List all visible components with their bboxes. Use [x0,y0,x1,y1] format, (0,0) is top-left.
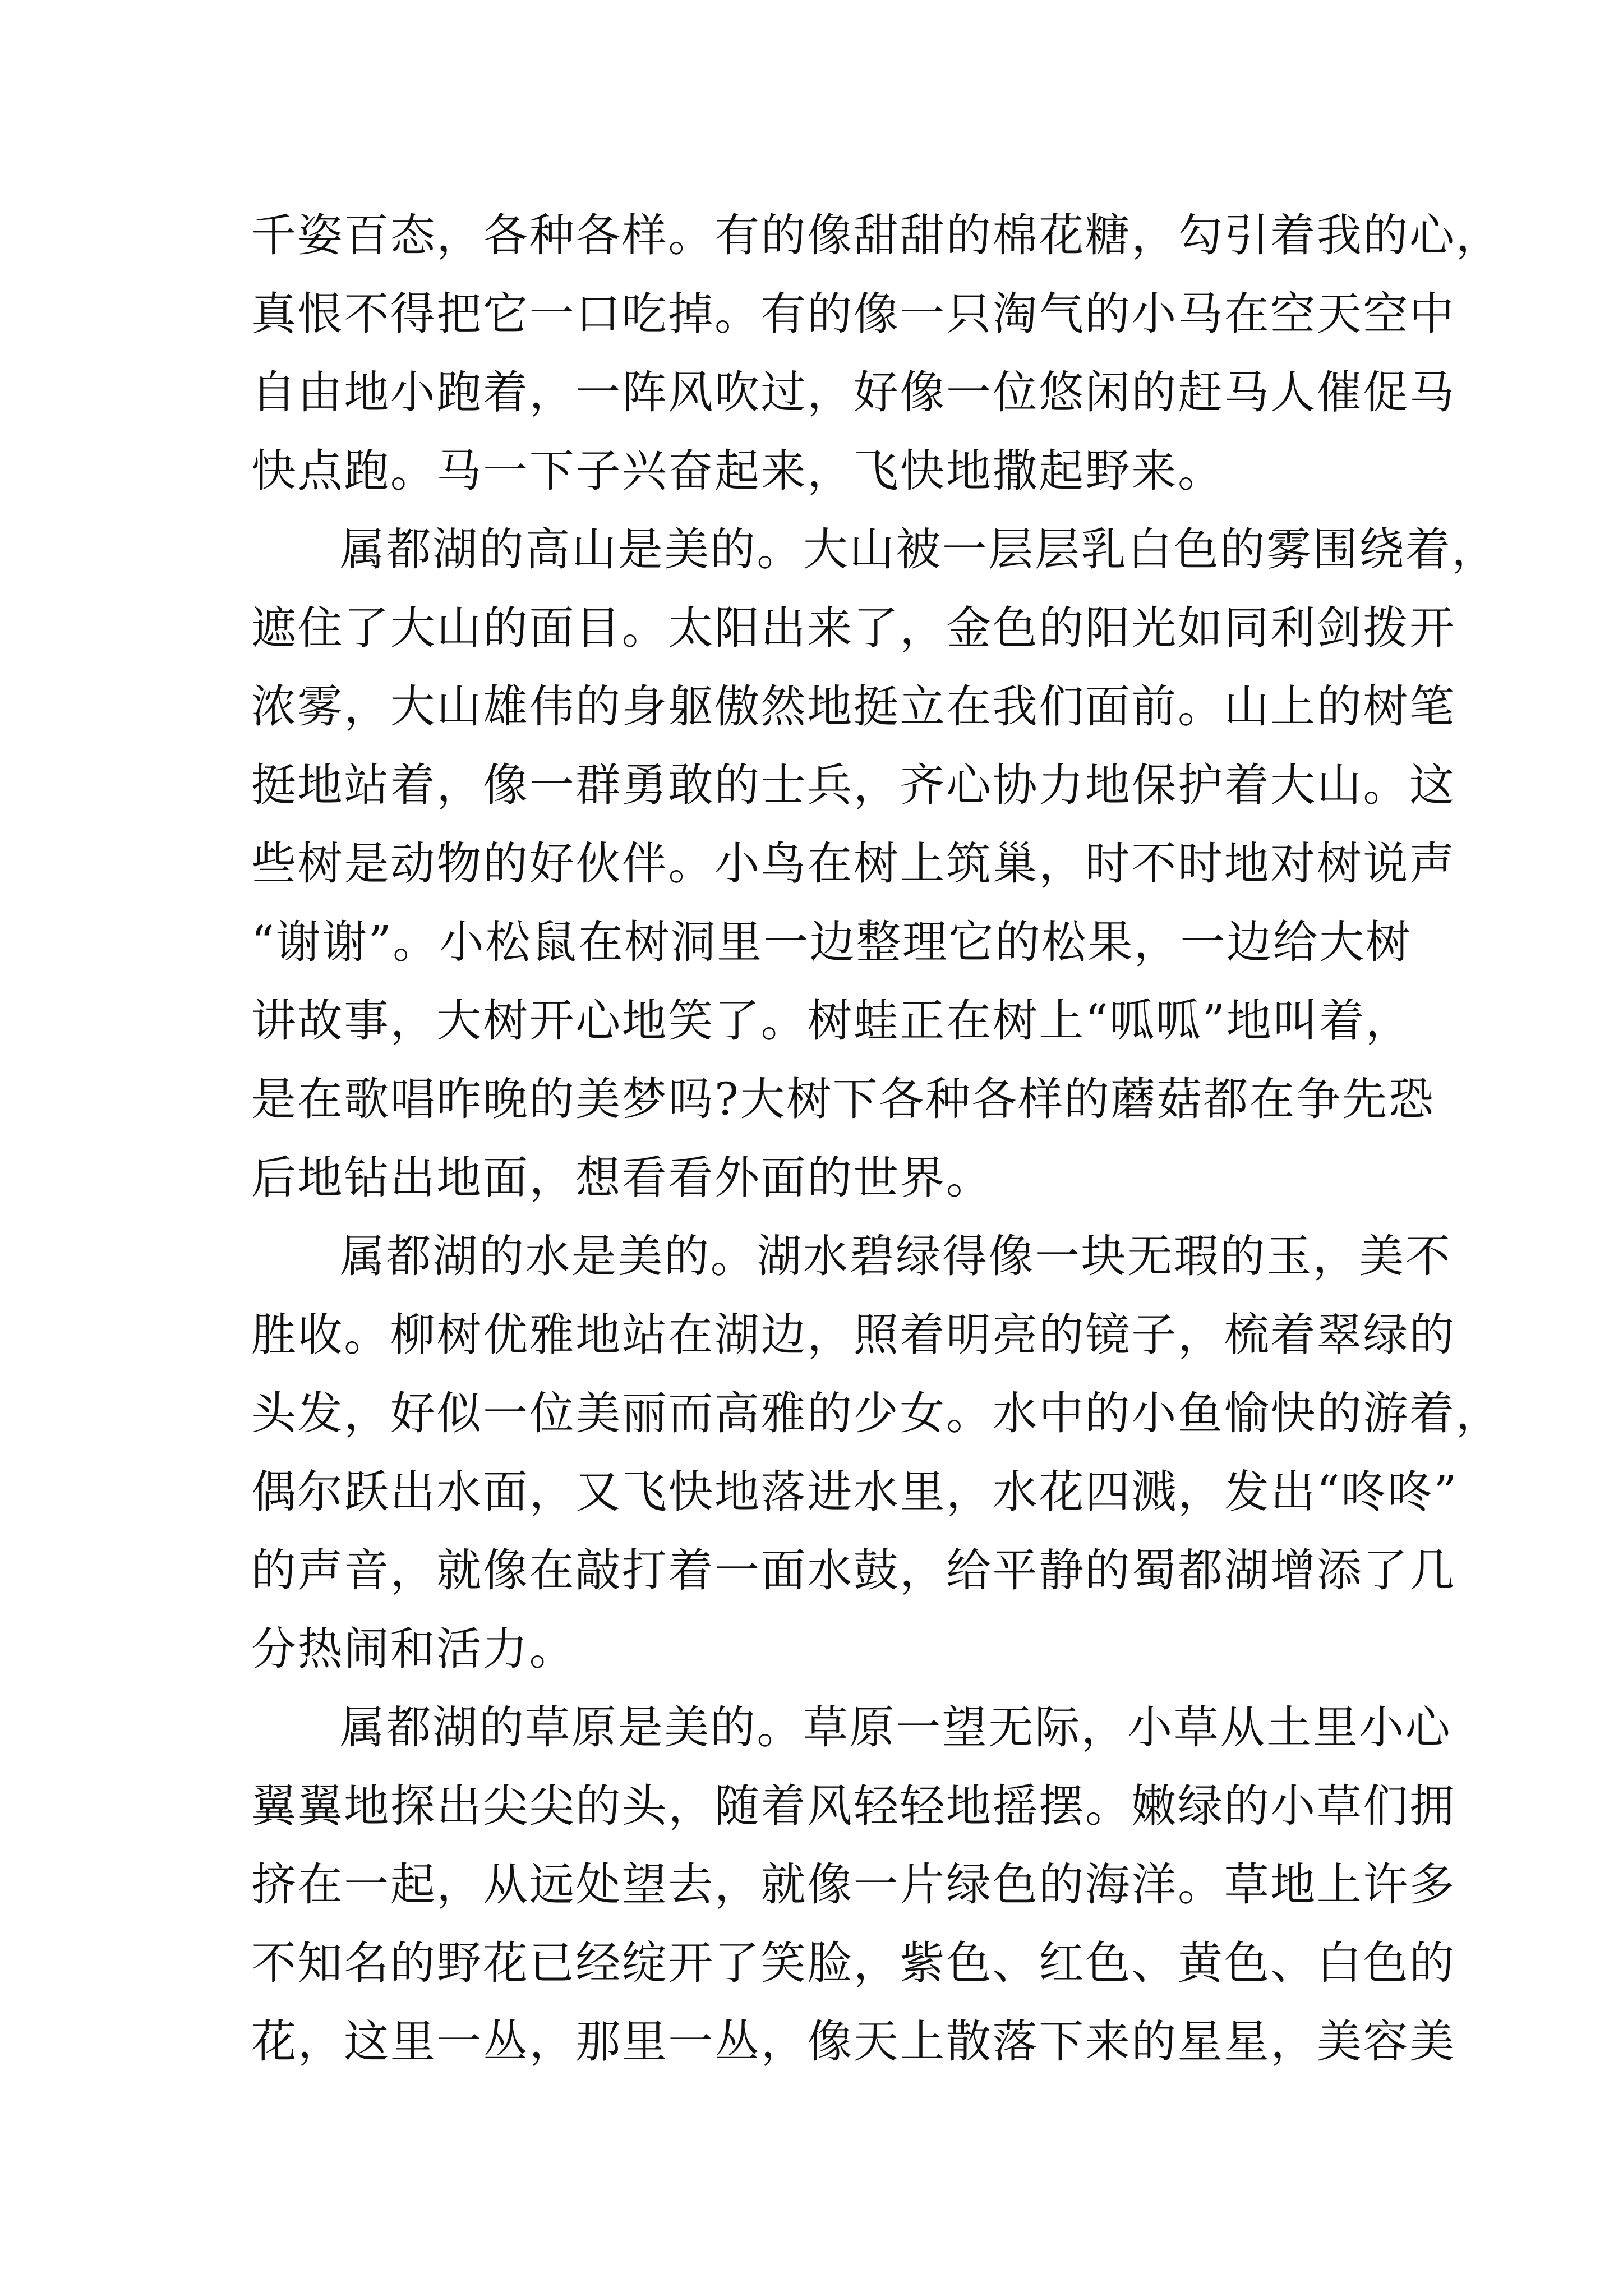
text-line: 属都湖的水是美的。湖水碧绿得像一块无瑕的玉，美不 [340,1230,1452,1282]
text-line: 属都湖的高山是美的。大山被一层层乳白色的雾围绕着， [340,523,1498,576]
text-line: 翼翼地探出尖尖的头，随着风轻轻地摇摆。嫩绿的小草们拥 [251,1780,1456,1832]
text-line: 胜收。柳树优雅地站在湖边，照着明亮的镜子，梳着翠绿的 [251,1309,1456,1361]
text-line: 不知名的野花已经绽开了笑脸，紫色、红色、黄色、白色的 [251,1937,1456,1989]
text-line: 属都湖的草原是美的。草原一望无际，小草从土里小心 [340,1701,1452,1754]
text-line: 分热闹和活力。 [251,1623,576,1675]
text-line: 后地钻出地面，想看看外面的世界。 [251,1152,993,1204]
text-line: 些树是动物的好伙伴。小鸟在树上筑巢，时不时地对树说声 [251,838,1456,890]
text-line: 自由地小跑着，一阵风吹过，好像一位悠闲的赶马人催促马 [251,366,1456,418]
text-line: 快点跑。马一下子兴奋起来，飞快地撒起野来。 [251,445,1224,497]
paragraph-grassland [251,1688,1456,2081]
text-line: 挤在一起，从远处望去，就像一片绿色的海洋。草地上许多 [251,1858,1456,1911]
text-line: “谢谢”。小松鼠在树洞里一边整理它的松果，一边给大树 [251,916,1412,968]
text-line: 挺地站着，像一群勇敢的士兵，齐心协力地保护着大山。这 [251,759,1456,811]
text-line: 偶尔跃出水面，又飞快地落进水里，水花四溅，发出“咚咚” [251,1466,1458,1518]
paragraph-mountains [251,510,1498,1217]
text-line: 真恨不得把它一口吃掉。有的像一只淘气的小马在空天空中 [251,288,1456,340]
text-line: 遮住了大山的面目。太阳出来了，金色的阳光如同利剑拨开 [251,602,1456,654]
paragraph-water [251,1217,1502,1688]
text-line: 的声音，就像在敲打着一面水鼓，给平静的蜀都湖增添了几 [251,1544,1456,1596]
text-line: 讲故事，大树开心地笑了。树蛙正在树上“呱呱”地叫着， [251,995,1412,1047]
text-line: 千姿百态，各种各样。有的像甜甜的棉花糖，勾引着我的心， [251,209,1502,261]
paragraph-clouds [251,196,1502,510]
text-line: 头发，好似一位美丽而高雅的少女。水中的小鱼愉快的游着， [251,1387,1502,1439]
text-line: 是在歌唱昨晚的美梦吗?大树下各种各样的蘑菇都在争先恐 [251,1073,1435,1125]
text-line: 花，这里一丛，那里一丛，像天上散落下来的星星，美容美 [251,2016,1456,2068]
text-line: 浓雾，大山雄伟的身躯傲然地挺立在我们面前。山上的树笔 [251,680,1456,733]
document-body [251,196,1502,2081]
